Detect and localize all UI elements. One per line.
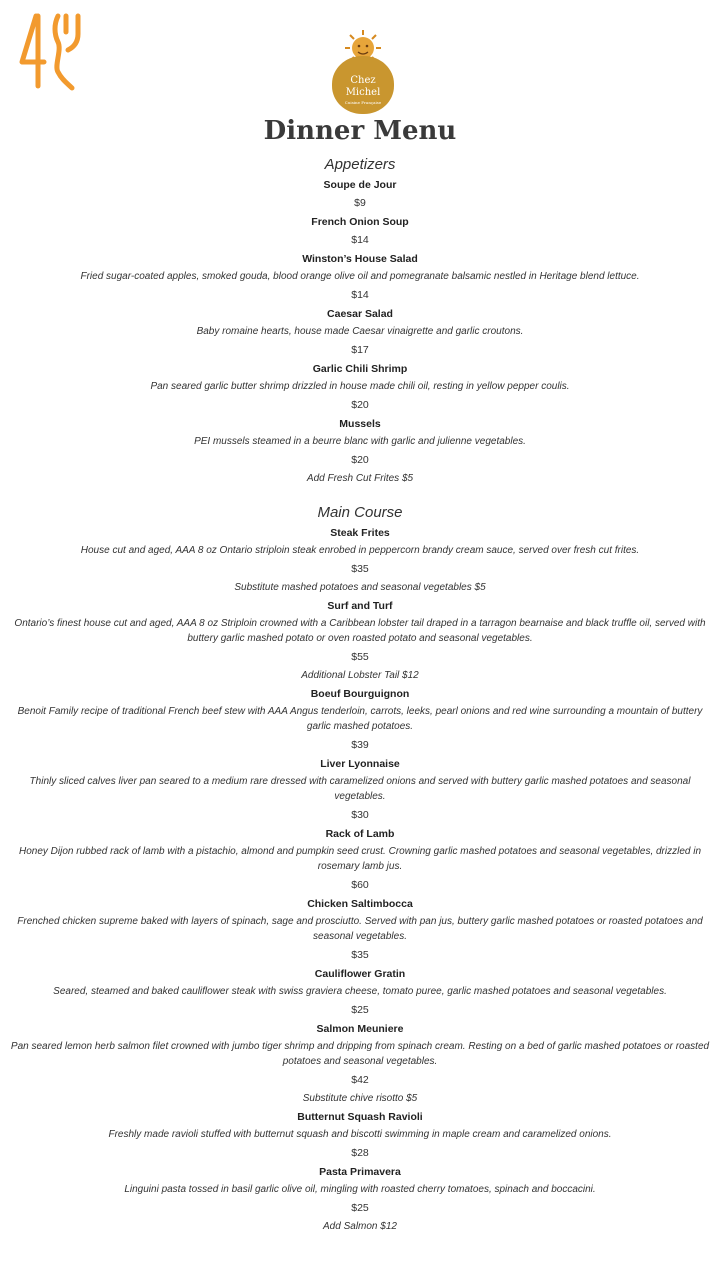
page-title: Dinner Menu	[263, 116, 457, 146]
menu-item-name: Cauliflower Gratin	[314, 968, 406, 980]
menu-item-price: $20	[351, 399, 369, 411]
menu-item-description: Ontario’s finest house cut and aged, AAA 8 oz Striploin crowned with a Caribbean lobster tail draped in a tarragon bearnaise and black truffle oil, served with buttery garlic mashed potato or oven roasted potato and seasonal vegetables.	[14, 618, 706, 644]
menu-item-price: $14	[351, 234, 369, 246]
menu-item-description: Honey Dijon rubbed rack of lamb with a pistachio, almond and pumpkin seed crust. Crowning garlic mashed potatoes and seasonal vegetables, drizzled in rosemary lamb jus.	[18, 846, 702, 872]
menu-item-name: Rack of Lamb	[325, 828, 395, 840]
menu-item-description: Thinly sliced calves liver pan seared to a medium rare dressed with caramelized onions and served with buttery garlic mashed potatoes and seasonal vegetables.	[29, 776, 691, 802]
section-spacer	[6, 488, 714, 502]
menu-item-name: Pasta Primavera	[319, 1166, 401, 1178]
menu-item-description: Frenched chicken supreme baked with layers of spinach, sage and prosciutto. Served with pan jus, buttery garlic mashed potatoes or roasted potatoes and seasonal vegetables.	[17, 916, 703, 942]
menu-item-note: Add Salmon $12	[323, 1221, 397, 1232]
restaurant-app-logo-icon	[14, 10, 88, 94]
menu-item-description: Pan seared lemon herb salmon filet crowned with jumbo tiger shrimp and dripping from spinach cream. Resting on a bed of garlic mashed potatoes or roasted potatoes and seasonal vegetables.	[10, 1041, 710, 1067]
menu-item-price: $25	[351, 1202, 369, 1214]
menu-item-price: $14	[351, 289, 369, 301]
menu-item-note: Additional Lobster Tail $12	[301, 670, 419, 681]
menu-item-price: $30	[351, 809, 369, 821]
menu-item-description: Fried sugar-coated apples, smoked gouda, blood orange olive oil and pomegranate balsamic nestled in Heritage blend lettuce.	[80, 271, 640, 282]
section-title: Appetizers	[324, 156, 396, 173]
menu-item-description: Seared, steamed and baked cauliflower steak with swiss graviera cheese, tomato puree, garlic mashed potatoes and seasonal vegetables.	[53, 986, 667, 997]
menu-item-name: Caesar Salad	[327, 308, 393, 320]
menu-item-price: $17	[351, 344, 369, 356]
menu-item-description: PEI mussels steamed in a beurre blanc with garlic and julienne vegetables.	[194, 436, 526, 447]
brand-line2: Michel	[345, 87, 381, 98]
menu-item-name: Steak Frites	[330, 527, 390, 539]
menu-item-price: $42	[351, 1074, 369, 1086]
menu-item-name: French Onion Soup	[311, 216, 409, 228]
menu-item-name: Soupe de Jour	[323, 179, 397, 191]
menu-item-price: $35	[351, 563, 369, 575]
menu-item-price: $9	[354, 197, 366, 209]
brand-line1: Chez	[350, 75, 376, 86]
menu-item-description: House cut and aged, AAA 8 oz Ontario striploin steak enrobed in peppercorn brandy cream sauce, served over fresh cut frites.	[80, 545, 640, 556]
menu-item-name: Liver Lyonnaise	[320, 758, 400, 770]
menu-item-name: Mussels	[339, 418, 381, 430]
section-title: Main Course	[317, 504, 403, 521]
menu-content	[6, 154, 714, 1236]
menu-item-price: $25	[351, 1004, 369, 1016]
menu-item-price: $55	[351, 651, 369, 663]
menu-item-name: Winston’s House Salad	[302, 253, 418, 265]
menu-item-price: $28	[351, 1147, 369, 1159]
menu-item-name: Boeuf Bourguignon	[310, 688, 410, 700]
menu-item-name: Chicken Saltimbocca	[307, 898, 413, 910]
menu-item-price: $20	[351, 454, 369, 466]
chez-michel-logo	[330, 28, 396, 120]
menu-item-description: Pan seared garlic butter shrimp drizzled in house made chili oil, resting in yellow pepper coulis.	[150, 381, 570, 392]
menu-item-name: Surf and Turf	[327, 600, 393, 612]
menu-item-price: $39	[351, 739, 369, 751]
menu-item-name: Salmon Meuniere	[316, 1023, 404, 1035]
brand-line3: Cuisine Française	[344, 100, 382, 105]
menu-item-description: Baby romaine hearts, house made Caesar vinaigrette and garlic croutons.	[196, 326, 524, 337]
menu-item-price: $60	[351, 879, 369, 891]
menu-item-description: Freshly made ravioli stuffed with butternut squash and biscotti swimming in maple cream and caramelized onions.	[108, 1129, 612, 1140]
menu-item-note: Add Fresh Cut Frites $5	[306, 473, 414, 484]
menu-item-note: Substitute chive risotto $5	[302, 1093, 418, 1104]
menu-item-description: Benoit Family recipe of traditional French beef stew with AAA Angus tenderloin, carrots, leeks, pearl onions and red wine surrounding a mountain of buttery garlic mashed potatoes.	[17, 706, 703, 732]
menu-item-description: Linguini pasta tossed in basil garlic olive oil, mingling with roasted cherry tomatoes, spinach and boccacini.	[124, 1184, 596, 1195]
menu-item-note: Substitute mashed potatoes and seasonal vegetables $5	[234, 582, 486, 593]
menu-item-name: Garlic Chili Shrimp	[312, 363, 408, 375]
menu-item-price: $35	[351, 949, 369, 961]
menu-item-name: Butternut Squash Ravioli	[297, 1111, 423, 1123]
